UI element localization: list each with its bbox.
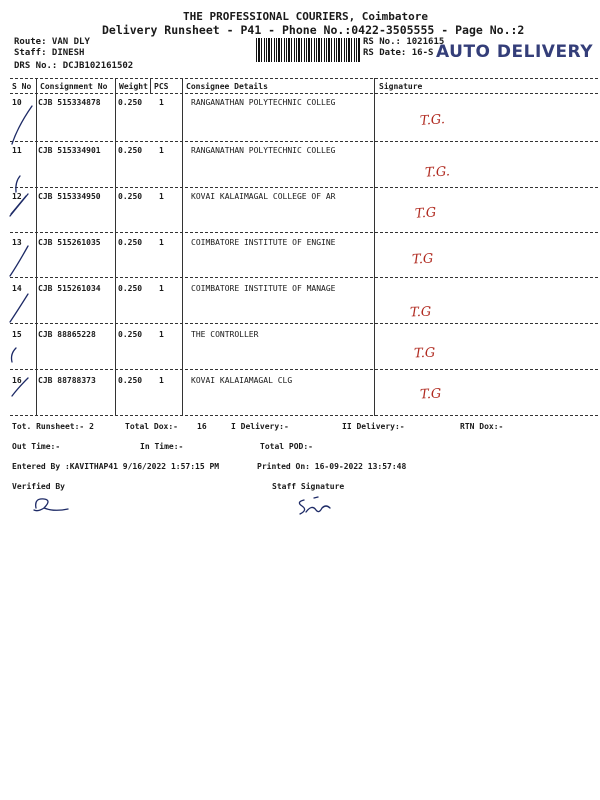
row-pcs: 1 — [159, 330, 164, 339]
row-sno: 16 — [12, 376, 22, 385]
i-delivery: I Delivery:- — [231, 422, 289, 431]
in-time: In Time:- — [140, 442, 184, 451]
total-pod: Total POD:- — [260, 442, 313, 451]
col-rule-2 — [115, 78, 116, 416]
row-divider — [10, 187, 598, 188]
row-weight: 0.250 — [118, 146, 143, 155]
row-weight: 0.250 — [118, 238, 143, 247]
row-weight: 0.250 — [118, 192, 143, 201]
row-signature: T.G — [411, 251, 434, 268]
total-dox-label: Total Dox:- — [125, 422, 178, 431]
row-pcs: 1 — [159, 146, 164, 155]
tick-mark-icon — [12, 378, 28, 396]
col-header-weight: Weight — [119, 82, 148, 91]
rs-date: RS Date: 16-S — [363, 48, 434, 58]
col-header-sno: S No — [12, 82, 32, 91]
row-divider — [10, 369, 598, 370]
company-title: THE PROFESSIONAL COURIERS, Coimbatore — [183, 10, 429, 23]
row-sno: 14 — [12, 284, 22, 293]
route-label: Route: VAN DLY — [14, 37, 90, 47]
table-top-rule — [10, 78, 598, 79]
col-header-pcs: PCS — [154, 82, 169, 91]
row-pcs: 1 — [159, 98, 164, 107]
entered-by: Entered By :KAVITHAP41 9/16/2022 1:57:15 PM — [12, 462, 220, 471]
row-consignee: KOVAI KALAIAMAGAL CLG — [191, 376, 293, 385]
row-consignment: CJB 515334950 — [38, 192, 101, 201]
total-dox-value: 16 — [197, 422, 207, 431]
printed-on: Printed On: 16-09-2022 13:57:48 — [257, 462, 407, 471]
row-pcs: 1 — [159, 284, 164, 293]
row-sno: 10 — [12, 98, 22, 107]
row-weight: 0.250 — [118, 330, 143, 339]
row-divider — [10, 277, 598, 278]
row-consignment: CJB 515334878 — [38, 98, 101, 107]
rs-number: RS No.: 1021615 — [363, 37, 445, 47]
row-consignment: CJB 515261034 — [38, 284, 101, 293]
row-pcs: 1 — [159, 192, 164, 201]
row-sno: 13 — [12, 238, 22, 247]
row-sno: 12 — [12, 192, 22, 201]
row-consignee: THE CONTROLLER — [191, 330, 259, 339]
table-bottom-rule — [10, 415, 598, 416]
row-sno: 15 — [12, 330, 22, 339]
ii-delivery: II Delivery:- — [342, 422, 405, 431]
row-signature: T.G — [414, 205, 437, 222]
row-consignment: CJB 515261035 — [38, 238, 101, 247]
row-divider — [10, 323, 598, 324]
tick-mark-icon — [12, 106, 32, 144]
row-consignment: CJB 88865228 — [38, 330, 96, 339]
rtn-dox: RTN Dox:- — [460, 422, 504, 431]
runsheet-subtitle: Delivery Runsheet - P41 - Phone No.:0422-3505555 - Page No.:2 — [102, 23, 525, 37]
tick-mark-icon — [10, 194, 28, 216]
tick-mark-icon — [10, 246, 28, 276]
col-header-signature: Signature — [379, 82, 423, 91]
col-header-consignee: Consignee Details — [186, 82, 268, 91]
staff-signature — [292, 494, 332, 520]
barcode — [256, 38, 360, 62]
row-consignee: RANGANATHAN POLYTECHNIC COLLEG — [191, 98, 336, 107]
col-rule-3 — [150, 78, 151, 93]
row-signature: T.G. — [424, 164, 451, 181]
row-signature: T.G — [413, 345, 436, 362]
col-rule-5 — [374, 78, 375, 416]
col-rule-4 — [182, 78, 183, 416]
row-consignment: CJB 515334901 — [38, 146, 101, 155]
row-consignee: KOVAI KALAIMAGAL COLLEGE OF AR — [191, 192, 336, 201]
row-weight: 0.250 — [118, 376, 143, 385]
tot-runsheet: Tot. Runsheet:- 2 — [12, 422, 94, 431]
row-divider — [10, 141, 598, 142]
tick-mark-icon — [10, 294, 28, 322]
tick-marks — [6, 96, 40, 416]
drs-number: DRS No.: DCJB102161502 — [14, 61, 134, 71]
auto-delivery-stamp: AUTO DELIVERY — [436, 42, 594, 62]
row-consignee: COIMBATORE INSTITUTE OF MANAGE — [191, 284, 336, 293]
row-sno: 11 — [12, 146, 22, 155]
verified-by: Verified By — [12, 482, 65, 491]
row-weight: 0.250 — [118, 284, 143, 293]
out-time: Out Time:- — [12, 442, 61, 451]
row-consignee: RANGANATHAN POLYTECHNIC COLLEG — [191, 146, 336, 155]
row-divider — [10, 232, 598, 233]
row-weight: 0.250 — [118, 98, 143, 107]
row-signature: T.G — [419, 386, 442, 403]
staff-label: Staff: DINESH — [14, 48, 85, 58]
row-consignment: CJB 88788373 — [38, 376, 96, 385]
row-pcs: 1 — [159, 376, 164, 385]
table-header-rule — [10, 93, 598, 94]
row-pcs: 1 — [159, 238, 164, 247]
tick-mark-icon — [16, 176, 20, 192]
tick-mark-icon — [12, 348, 17, 362]
col-header-consignment: Consignment No — [40, 82, 108, 91]
row-signature: T.G — [409, 304, 432, 321]
row-consignee: COIMBATORE INSTITUTE OF ENGINE — [191, 238, 336, 247]
verified-signature — [28, 494, 72, 516]
row-signature: T.G. — [419, 112, 446, 129]
staff-signature-label: Staff Signature — [272, 482, 345, 491]
